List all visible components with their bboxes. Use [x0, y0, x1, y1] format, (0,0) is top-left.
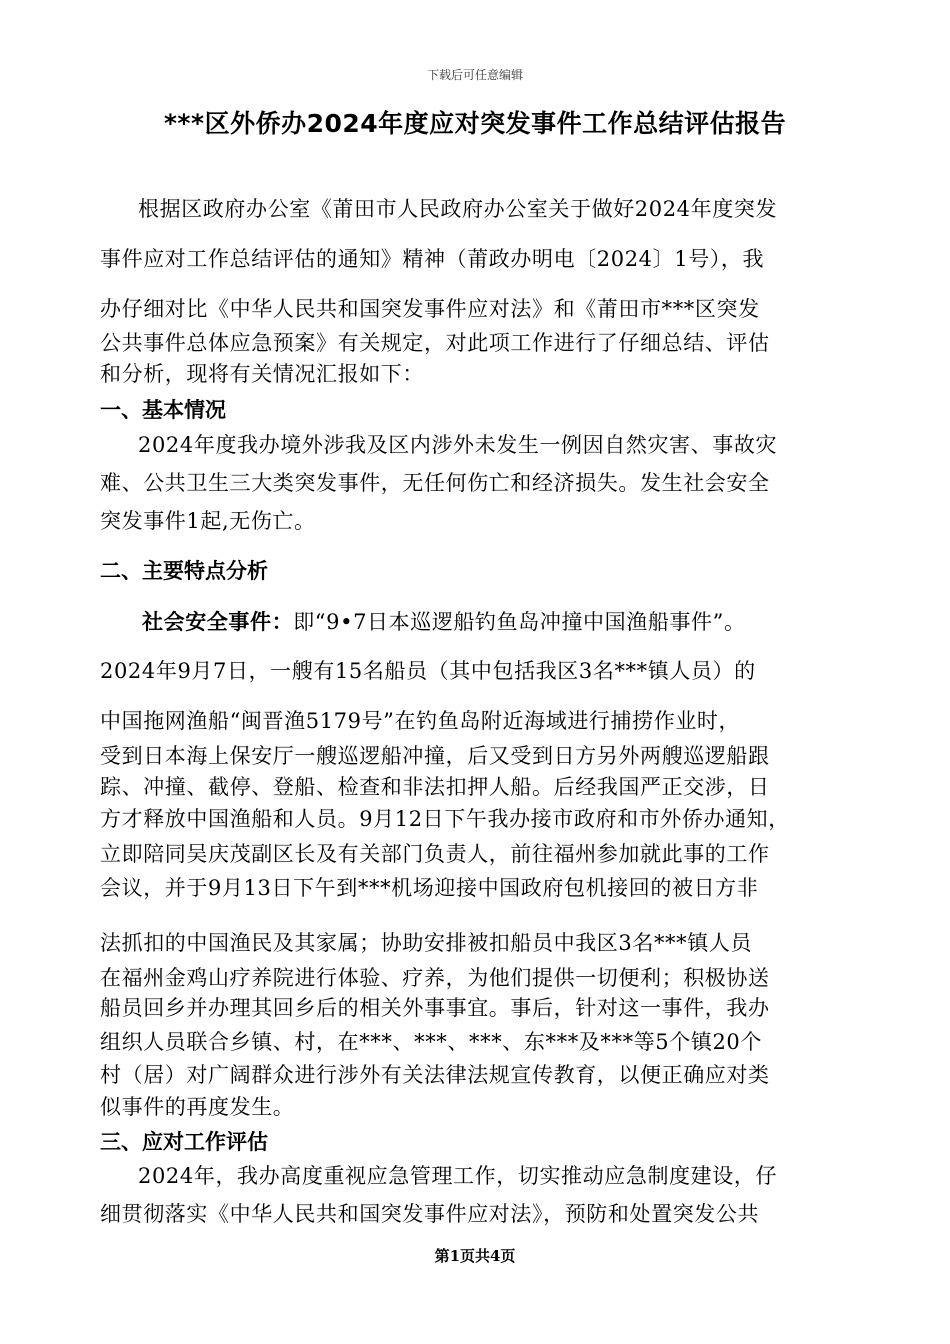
- section-2-line-9: 在福州金鸡山疗养院进行体验、疗养，为他们提供一切便利；积极协送: [100, 966, 770, 990]
- section-3-heading: 三、应对工作评估: [100, 1130, 268, 1154]
- section-3-line-1: 2024年，我办高度重视应急管理工作，切实推动应急制度建设，仔: [138, 1164, 778, 1188]
- section-2-line-11: 组织人员联合乡镇、村，在***、***、***、东***及***等5个镇20个: [100, 1030, 762, 1054]
- section-2-lead: [142, 606, 746, 636]
- section-2-line-6: 立即陪同吴庆茂副区长及有关部门负责人，前往福州参加就此事的工作: [100, 842, 770, 866]
- section-2-line-4: 踪、冲撞、截停、登船、检查和非法扣押人船。后经我国严正交涉，日: [100, 775, 770, 799]
- section-2-line-7: 会议，并于9月13日下午到***机场迎接中国政府包机接回的被日方非: [100, 876, 759, 900]
- section-2-line-2: 中国拖网渔船“闽晋渔5179号”在钓鱼岛附近海域进行捕捞作业时，: [100, 709, 741, 733]
- section-2-line-5: 方才释放中国渔船和人员。9月12日下午我办接市政府和市外侨办通知，: [100, 807, 790, 831]
- section-2-line-12: 村（居）对广阔群众进行涉外有关法律法规宣传教育，以便正确应对类: [100, 1063, 770, 1087]
- intro-line-1: 根据区政府办公室《莆田市人民政府办公室关于做好2024年度突发: [138, 197, 778, 221]
- section-2-line-8: 法抓扣的中国渔民及其家属；协助安排被扣船员中我区3名***镇人员: [100, 931, 753, 955]
- section-1-line-3: 突发事件1起,无伤亡。: [100, 509, 316, 533]
- section-1-line-2: 难、公共卫生三大类突发事件，无任何伤亡和经济损失。发生社会安全: [100, 471, 770, 495]
- intro-line-2: 事件应对工作总结评估的通知》精神（莆政办明电〔2024〕1号），我: [100, 247, 765, 271]
- page-footer: 第1页共4页: [434, 1247, 516, 1265]
- section-2-lead-label: 社会安全事件：: [142, 610, 294, 634]
- header-note: 下载后可任意编辑: [426, 68, 523, 82]
- section-3-line-2: 细贯彻落实《中华人民共和国突发事件应对法》，预防和处置突发公共: [100, 1202, 760, 1226]
- intro-line-3: 办仔细对比《中华人民共和国突发事件应对法》和《莆田市***区突发: [100, 297, 760, 321]
- section-1-heading: 一、基本情况: [100, 398, 226, 422]
- section-2-line-1: 2024年9月7日，一艘有15名船员（其中包括我区3名***镇人员）的: [100, 659, 756, 683]
- intro-line-5: 和分析，现将有关情况汇报如下：: [100, 362, 424, 386]
- section-2-lead-text: 即“9•7日本巡逻船钓鱼岛冲撞中国渔船事件”。: [293, 610, 746, 634]
- section-2-line-13: 似事件的再度发生。: [100, 1095, 295, 1119]
- section-2-heading: 二、主要特点分析: [100, 559, 268, 583]
- intro-line-4: 公共事件总体应急预案》有关规定，对此项工作进行了仔细总结、评估: [100, 331, 770, 355]
- document-title: ***区外侨办2024年度应对突发事件工作总结评估报告: [163, 109, 787, 138]
- section-1-line-1: 2024年度我办境外涉我及区内涉外未发生一例因自然灾害、事故灾: [138, 433, 778, 457]
- section-2-line-3: 受到日本海上保安厅一艘巡逻船冲撞，后又受到日方另外两艘巡逻船跟: [100, 744, 770, 768]
- section-2-line-10: 船员回乡并办理其回乡后的相关外事事宜。事后，针对这一事件，我办: [100, 996, 770, 1020]
